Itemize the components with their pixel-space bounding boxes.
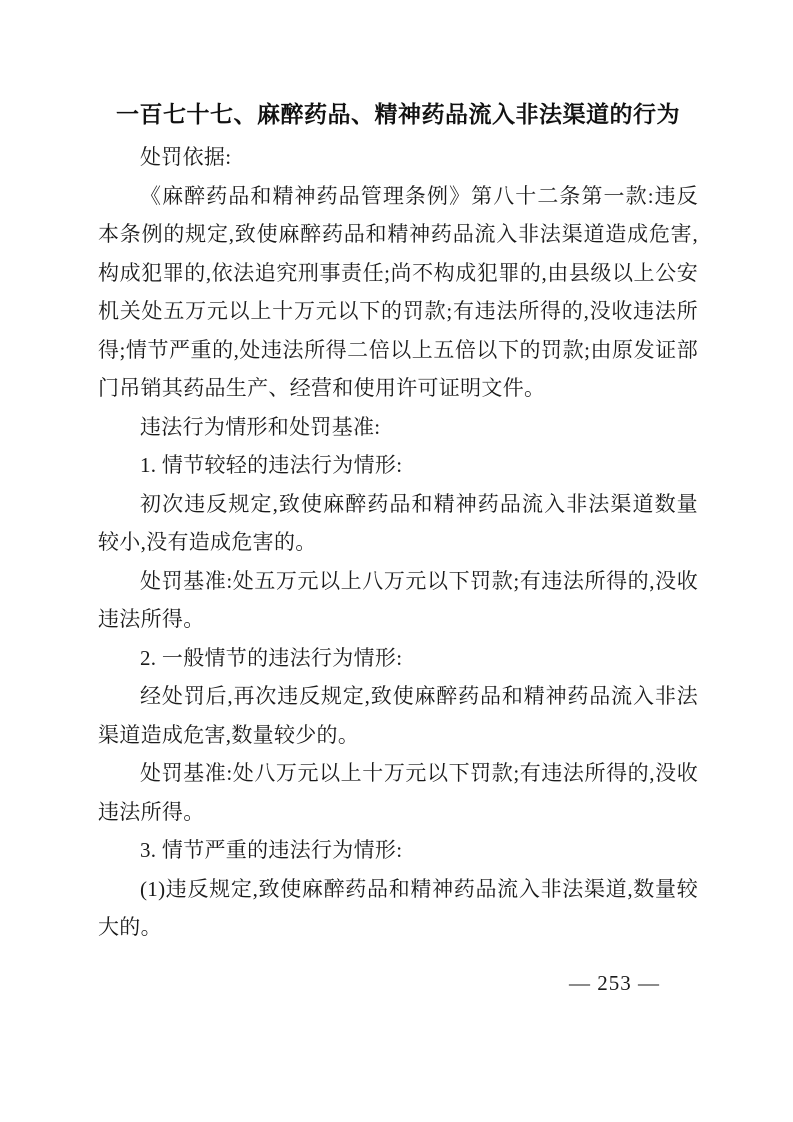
item-2-description: 经处罚后,再次违反规定,致使麻醉药品和精神药品流入非法渠道造成危害,数量较少的。 — [98, 684, 698, 747]
violation-criteria-heading: 违法行为情形和处罚基准: — [140, 414, 381, 439]
penalty-basis-heading: 处罚依据: — [140, 145, 232, 169]
item-1-description: 初次违反规定,致使麻醉药品和精神药品流入非法渠道数量较小,没有造成危害的。 — [98, 491, 698, 554]
item-1-penalty: 处罚基准:处五万元以上八万元以下罚款;有违法所得的,没收违法所得。 — [98, 568, 698, 631]
page-title: 一百七十七、麻醉药品、精神药品流入非法渠道的行为 — [116, 101, 680, 127]
item-1-heading: 1. 情节较轻的违法行为情形: — [140, 453, 403, 477]
page-number: — 253 — — [569, 971, 660, 995]
item-2-penalty: 处罚基准:处八万元以上十万元以下罚款;有违法所得的,没收违法所得。 — [98, 761, 698, 824]
item-2-heading: 2. 一般情节的违法行为情形: — [140, 645, 403, 670]
item-3-sub-1: (1)违反规定,致使麻醉药品和精神药品流入非法渠道,数量较大的。 — [98, 876, 698, 939]
document-content — [98, 96, 698, 947]
item-3-heading: 3. 情节严重的违法行为情形: — [140, 838, 403, 862]
regulation-citation: 《麻醉药品和精神药品管理条例》第八十二条第一款:违反本条例的规定,致使麻醉药品和精神药品流入非法渠道造成危害,构成犯罪的,依法追究刑事责任;尚不构成犯罪的,由县级以上公安机关处五万元以上十万元以下的罚款;有违法所得的,没收违法所得;情节严重的,处违法所得二倍以上五倍以下的罚款;由原发证部门吊销其药品生产、经营和使用许可证明文件。 — [98, 183, 698, 400]
body-paragraphs — [98, 138, 698, 947]
